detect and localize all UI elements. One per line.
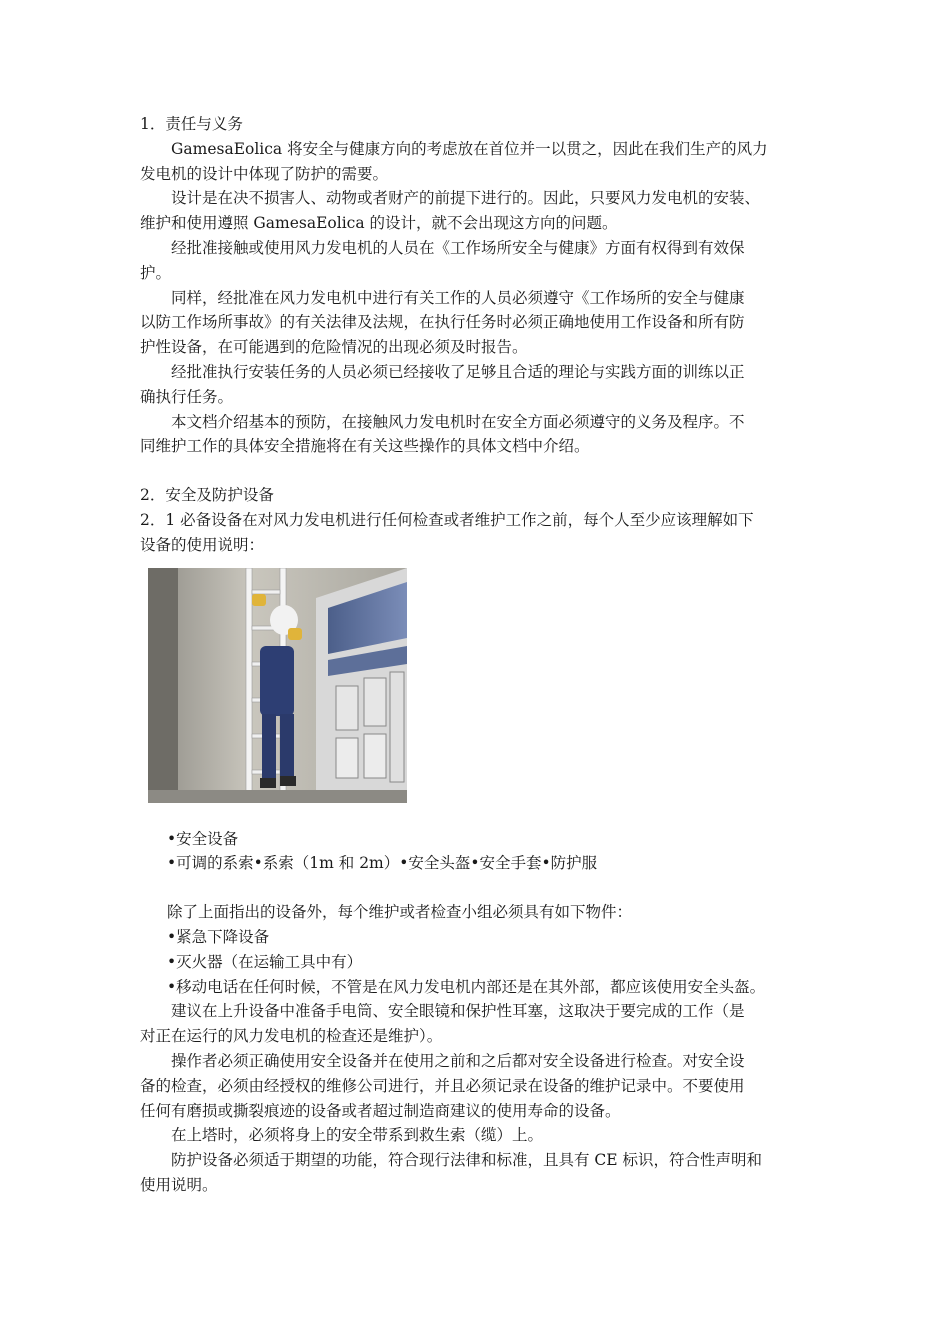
paragraph-line: 任何有磨损或撕裂痕迹的设备或者超过制造商建议的使用寿命的设备。 [140,1101,621,1120]
equipment-list-item: •灭火器（在运输工具中有） [167,952,363,971]
section-2-heading: 2．安全及防护设备 [140,486,274,505]
equipment-list-item: •紧急下降设备 [167,927,270,946]
paragraph-line: 确执行任务。 [140,387,234,406]
paragraph-line: 发电机的设计中体现了防护的需要。 [140,164,389,183]
paragraph-line: 护性设备，在可能遇到的危险情况的出现必须及时报告。 [140,338,528,357]
paragraph-line: 同样，经批准在风力发电机中进行有关工作的人员必须遵守《工作场所的安全与健康 [171,288,745,307]
paragraph-line: 操作者必须正确使用安全设备并在使用之前和之后都对安全设备进行检查。对安全设 [171,1051,745,1070]
paragraph-line: 除了上面指出的设备外，每个维护或者检查小组必须具有如下物件： [167,903,633,922]
paragraph-line: 对正在运行的风力发电机的检查还是维护）。 [140,1027,443,1046]
paragraph-line: 在上塔时，必须将身上的安全带系到救生索（缆）上。 [171,1126,544,1145]
paragraph-line: 经批准执行安装任务的人员必须已经接收了足够且合适的理论与实践方面的训练以正 [171,362,745,381]
paragraph-line: 防护设备必须适于期望的功能，符合现行法律和标准，且具有 CE 标识，符合性声明和 [171,1151,763,1170]
paragraph-line: 维护和使用遵照 GamesaEolica 的设计，就不会出现这方向的问题。 [140,214,618,233]
paragraph-line: 护。 [140,263,172,282]
paragraph-line: 本文档介绍基本的预防，在接触风力发电机时在安全方面必须遵守的义务及程序。不 [171,412,745,431]
paragraph-line: 同维护工作的具体安全措施将在有关这些操作的具体文档中介绍。 [140,437,590,456]
equipment-list-item: •可调的系索•系索（1m 和 2m）•安全头盔•安全手套•防护服 [167,854,598,873]
equipment-list-item: •安全设备 [167,829,239,848]
section-1-heading: 1．责任与义务 [140,115,243,133]
paragraph-line: GamesaEolica 将安全与健康方向的考虑放在首位并一以贯之，因此在我们生产的风力 [171,139,768,158]
equipment-list-item: •移动电话在任何时候，不管是在风力发电机内部还是在其外部，都应该使用安全头盔。 [167,977,766,996]
paragraph-line: 备的检查，必须由经授权的维修公司进行，并且必须记录在设备的维护记录中。不要使用 [140,1076,745,1095]
subsection-line: 2．1 必备设备在对风力发电机进行任何检查或者维护工作之前，每个人至少应该理解如下 [140,510,754,529]
ladder-worker-photo [148,568,407,803]
paragraph-line: 经批准接触或使用风力发电机的人员在《工作场所安全与健康》方面有权得到有效保 [171,238,745,257]
paragraph-line: 使用说明。 [140,1175,218,1194]
subsection-line: 设备的使用说明： [140,535,265,554]
paragraph-line: 建议在上升设备中准备手电筒、安全眼镜和保护性耳塞，这取决于要完成的工作（是 [171,1002,745,1021]
document-body [140,112,812,1198]
paragraph-line: 设计是在决不损害人、动物或者财产的前提下进行的。因此，只要风力发电机的安装、 [171,189,761,208]
paragraph-line: 以防工作场所事故》的有关法律及法规，在执行任务时必须正确地使用工作设备和所有防 [140,313,745,332]
